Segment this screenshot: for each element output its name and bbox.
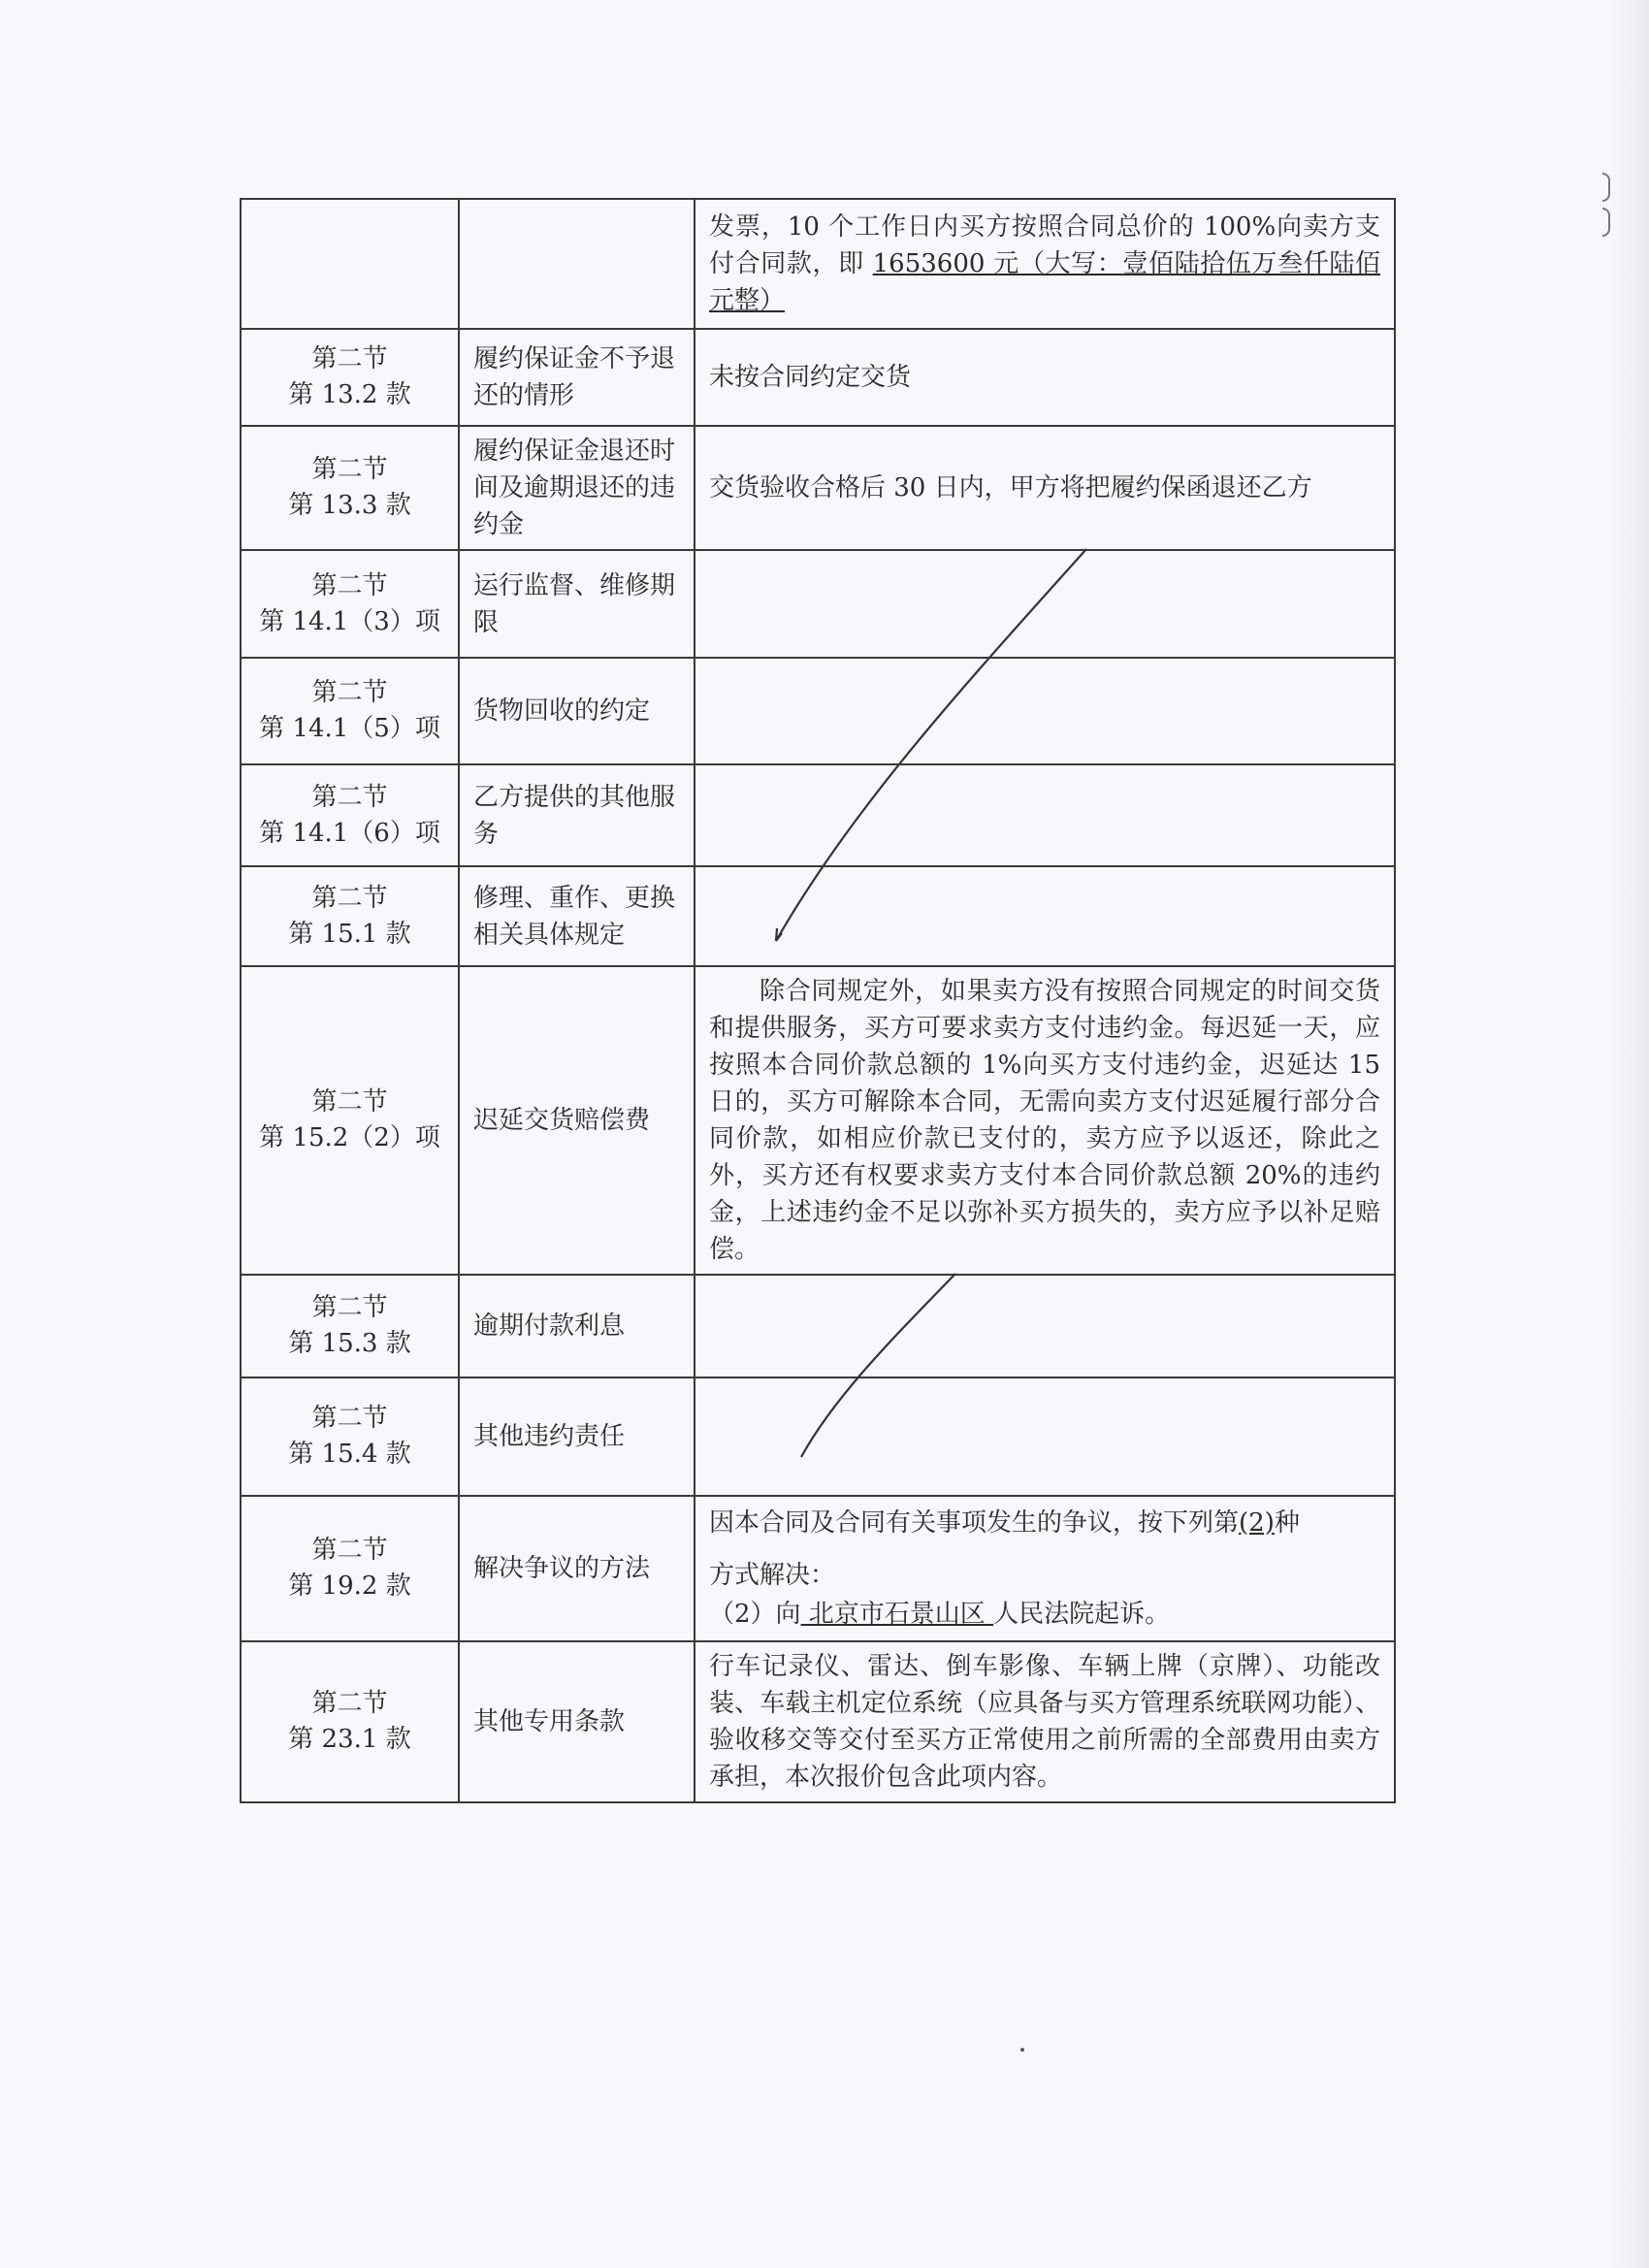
table-row [241,764,1395,866]
item-name-cell: 其他专用条款 [459,1641,695,1802]
clause-label: 第 15.2（2）项 [259,1123,440,1152]
content-text: （2）向 [709,1600,801,1629]
table-row [241,1641,1395,1802]
item-name-cell [459,199,695,329]
section-label: 第二节 [311,570,388,600]
clause-label: 第 15.3 款 [288,1329,411,1358]
section-label: 第二节 [311,883,388,913]
content-text: 种 [1274,1508,1300,1538]
section-cell [241,199,459,329]
clause-label: 第 19.2 款 [288,1571,411,1601]
scan-speck [1020,2048,1024,2052]
section-cell [241,550,459,658]
content-cell: 未按合同约定交货 [695,329,1395,426]
section-label: 第二节 [311,1293,388,1322]
section-cell [241,1377,459,1496]
content-cell [695,764,1395,866]
court-name: 北京市石景山区 [800,1600,994,1629]
item-name-cell: 其他违约责任 [459,1377,695,1496]
clause-label: 第 13.2 款 [288,380,411,409]
dispute-line-3 [709,1595,1380,1634]
clause-label: 第 23.1 款 [288,1725,411,1754]
table-row [241,1377,1395,1496]
table-row [241,1275,1395,1377]
binding-mark [1602,208,1610,237]
content-cell [695,1496,1395,1641]
contract-amount: 1653600 元（大写：壹佰陆拾伍万叁仟陆佰元整） [709,249,1381,315]
content-cell [695,1377,1395,1496]
section-label: 第二节 [311,678,388,707]
table-row [241,658,1395,764]
content-cell: 除合同规定外，如果卖方没有按照合同规定的时间交货和提供服务，买方可要求卖方支付违约金。每迟延一天，应按照本合同价款总额的 1%向买方支付违约金，迟延达 15 日的，买方可解除本合同，无需向卖方支付迟延履行部分合同价款，如相应价款已支付的，卖方应予以返还，除此之外，买方还有权要求卖方支付本合同价款总额 20%的违约金，上述违约金不足以弥补买方损失的，卖方应予以补足赔偿。 [695,966,1395,1275]
dispute-line-1 [709,1504,1380,1542]
section-label: 第二节 [311,1689,388,1718]
section-cell [241,329,459,426]
dispute-line-2: 方式解决： [709,1561,836,1590]
content-cell [695,658,1395,764]
section-cell [241,866,459,966]
item-name-cell: 货物回收的约定 [459,658,695,764]
content-text: 发票，10 个工作日内买方按照合同总价的 100%向卖方支付合同款，即 [709,212,1380,278]
clause-label: 第 15.4 款 [288,1440,411,1469]
section-cell [241,1275,459,1377]
clause-label: 第 13.3 款 [288,491,411,520]
item-name-cell: 修理、重作、更换相关具体规定 [459,866,695,966]
section-cell [241,764,459,866]
binding-mark [1602,173,1610,202]
clause-label: 第 14.1（6）项 [259,818,440,848]
item-name-cell: 履约保证金不予退还的情形 [459,329,695,426]
item-name-cell: 迟延交货赔偿费 [459,966,695,1275]
item-name-cell: 解决争议的方法 [459,1496,695,1641]
contract-terms-table [240,198,1396,1803]
section-cell [241,966,459,1275]
section-label: 第二节 [311,455,388,484]
item-name-cell: 运行监督、维修期限 [459,550,695,658]
table-row [241,199,1395,329]
table-row [241,966,1395,1275]
item-name-cell: 乙方提供的其他服务 [459,764,695,866]
item-name-cell: 履约保证金退还时间及逾期退还的违约金 [459,426,695,550]
content-cell: 交货验收合格后 30 日内，甲方将把履约保函退还乙方 [695,426,1395,550]
content-cell [695,550,1395,658]
section-label: 第二节 [311,1536,388,1565]
content-text: 因本合同及合同有关事项发生的争议，按下列第 [709,1508,1240,1538]
section-label: 第二节 [311,782,388,812]
content-cell [695,1275,1395,1377]
section-label: 第二节 [311,344,388,373]
section-label: 第二节 [311,1404,388,1433]
content-cell [695,199,1395,329]
content-cell [695,866,1395,966]
content-cell: 行车记录仪、雷达、倒车影像、车辆上牌（京牌）、功能改装、车载主机定位系统（应具备与买方管理系统联网功能）、验收移交等交付至买方正常使用之前所需的全部费用由卖方承担，本次报价包含此项内容。 [695,1641,1395,1802]
section-cell [241,1641,459,1802]
section-label: 第二节 [311,1087,388,1117]
content-text: 人民法院起诉。 [993,1600,1171,1629]
dispute-option: (2) [1239,1508,1275,1538]
section-cell [241,658,459,764]
table-row [241,426,1395,550]
table-row [241,329,1395,426]
table-row [241,866,1395,966]
section-cell [241,426,459,550]
clause-label: 第 14.1（5）项 [259,714,440,743]
item-name-cell: 逾期付款利息 [459,1275,695,1377]
section-cell [241,1496,459,1641]
table-row [241,1496,1395,1641]
table-row [241,550,1395,658]
clause-label: 第 15.1 款 [288,919,411,949]
clause-label: 第 14.1（3）项 [259,606,440,636]
page-edge-shadow [1610,0,1649,2268]
